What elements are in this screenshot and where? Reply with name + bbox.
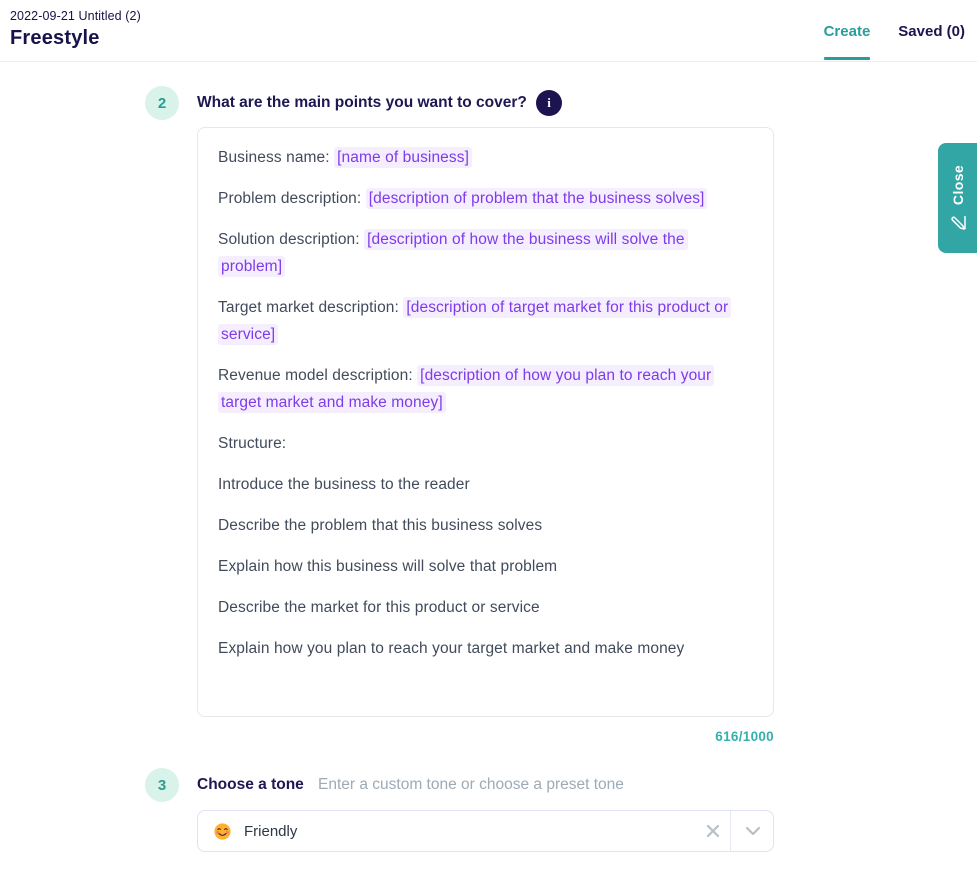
editor-line — [218, 185, 753, 212]
choose-tone-label: Choose a tone — [197, 776, 304, 793]
tone-select[interactable] — [197, 810, 774, 852]
editor-line — [218, 144, 753, 171]
smiling-emoji-icon — [214, 823, 231, 840]
tone-value: Friendly — [244, 822, 298, 840]
clear-tone-button[interactable] — [698, 816, 728, 846]
line-label: Revenue model description: — [218, 367, 413, 384]
line-label: Introduce the business to the reader — [218, 476, 470, 493]
main-points-textarea[interactable] — [197, 127, 774, 717]
line-label: Structure: — [218, 435, 287, 452]
template-variable: [description of how the business will solve the problem] — [218, 229, 688, 277]
step-3-badge: 3 — [145, 768, 179, 802]
divider — [730, 811, 731, 851]
header — [0, 0, 977, 62]
tab-bar — [824, 0, 965, 62]
document-name: 2022-09-21 Untitled (2) — [10, 9, 141, 23]
line-label: Explain how you plan to reach your target market and make money — [218, 640, 685, 657]
template-variable: [description of problem that the business solves] — [366, 188, 708, 209]
editor-line — [218, 226, 753, 280]
step-2-question: What are the main points you want to cover? — [197, 94, 527, 111]
editor-content — [218, 144, 753, 662]
editor-line — [218, 553, 753, 580]
line-label: Business name: — [218, 149, 330, 166]
close-x-icon — [706, 824, 720, 838]
editor-line — [218, 594, 753, 621]
line-label: Explain how this business will solve that problem — [218, 558, 558, 575]
line-label: Describe the problem that this business solves — [218, 517, 543, 534]
pen-icon — [950, 215, 966, 231]
page-title: Freestyle — [10, 27, 100, 49]
template-variable: [description of how you plan to reach your target market and make money] — [218, 365, 714, 413]
line-label: Solution description: — [218, 231, 360, 248]
editor-line — [218, 471, 753, 498]
dropdown-toggle-button[interactable] — [733, 816, 773, 846]
editor-line — [218, 512, 753, 539]
line-label: Describe the market for this product or service — [218, 599, 540, 616]
tone-placeholder-text: Enter a custom tone or choose a preset tone — [318, 776, 624, 793]
tab-create[interactable]: Create — [824, 0, 871, 62]
template-variable: [description of target market for this product or service] — [218, 297, 731, 345]
line-label: Target market description: — [218, 299, 399, 316]
editor-line — [218, 294, 753, 348]
line-label: Problem description: — [218, 190, 362, 207]
tab-saved[interactable]: Saved (0) — [898, 22, 965, 40]
editor-line — [218, 430, 753, 457]
info-icon[interactable]: i — [536, 90, 562, 116]
editor-line — [218, 362, 753, 416]
close-tab-inner — [950, 165, 966, 231]
character-counter: 616/1000 — [715, 729, 774, 744]
template-variable: [name of business] — [334, 147, 472, 168]
close-sidebar-button[interactable] — [938, 143, 977, 253]
editor-line — [218, 635, 753, 662]
close-label: Close — [949, 164, 966, 206]
step-2-badge: 2 — [145, 86, 179, 120]
chevron-down-icon — [745, 826, 761, 836]
